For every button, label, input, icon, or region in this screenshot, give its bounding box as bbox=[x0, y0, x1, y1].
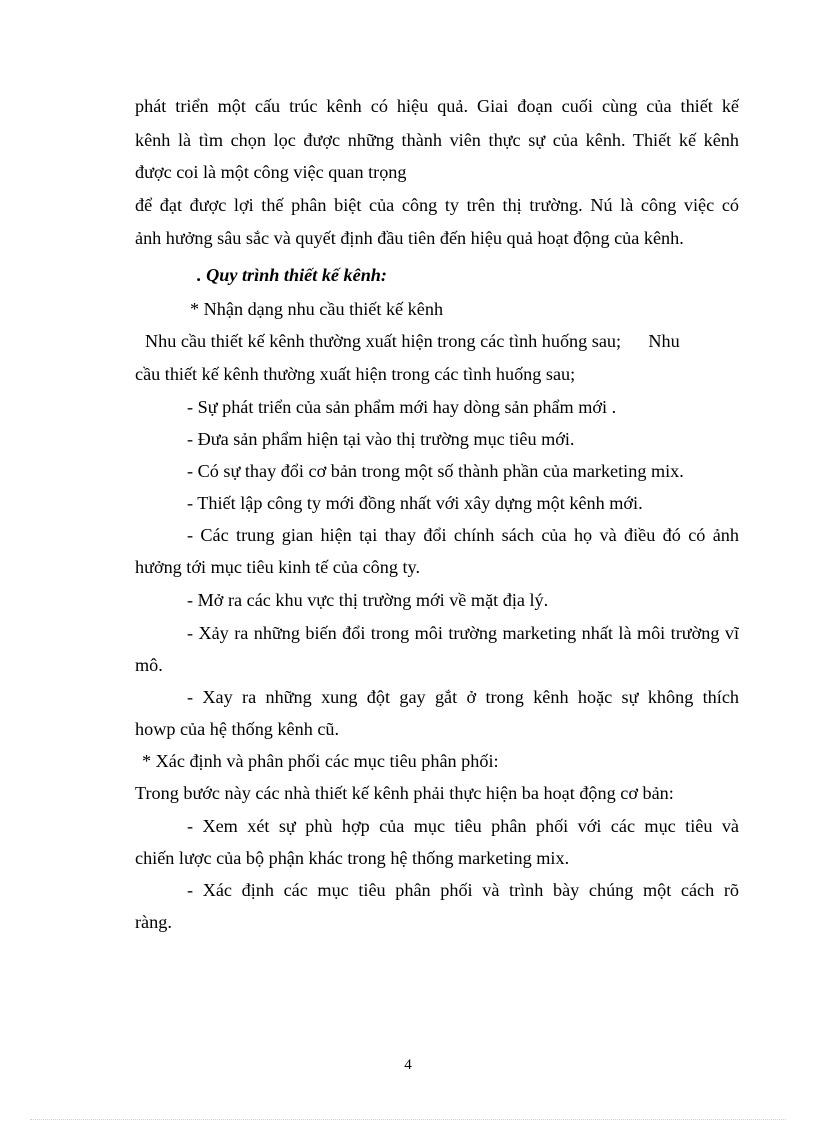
paragraph-line: hưởng tới mục tiêu kinh tế của công ty. bbox=[135, 557, 421, 577]
bullet-line: - Xay ra những xung đột gay gắt ở trong kênh hoặc sự không thích bbox=[187, 687, 739, 707]
paragraph-line: được coi là một công việc quan trọng bbox=[135, 162, 407, 182]
paragraph-line: Nhu cầu thiết kế kênh thường xuất hiện trong các tình huống sau; Nhu bbox=[145, 331, 680, 351]
bullet-line: - Xác định các mục tiêu phân phối và trình bày chúng một cách rõ bbox=[187, 880, 739, 900]
paragraph-line: ảnh hưởng sâu sắc và quyết định đầu tiên đến hiệu quả hoạt động của kênh. bbox=[135, 228, 684, 248]
paragraph-line: ràng. bbox=[135, 912, 172, 932]
bullet-line: - Xảy ra những biến đổi trong môi trường marketing nhất là môi trường vĩ bbox=[187, 623, 739, 643]
paragraph-line: phát triển một cấu trúc kênh có hiệu quả. Giai đoạn cuối cùng của thiết kế bbox=[135, 96, 739, 116]
bullet-line: - Xem xét sự phù hợp của mục tiêu phân phối với các mục tiêu và bbox=[187, 816, 739, 836]
bullet-line: - Các trung gian hiện tại thay đổi chính sách của họ và điều đó có ảnh bbox=[187, 525, 739, 545]
bullet-line: - Đưa sản phẩm hiện tại vào thị trường mục tiêu mới. bbox=[187, 429, 575, 449]
paragraph-line: howp của hệ thống kênh cũ. bbox=[135, 719, 340, 739]
section-heading: . Quy trình thiết kế kênh: bbox=[197, 265, 387, 285]
paragraph-line: để đạt được lợi thế phân biệt của công ty trên thị trường. Nú là công việc có bbox=[135, 195, 739, 215]
subheading: * Xác định và phân phối các mục tiêu phân phối: bbox=[142, 751, 499, 771]
subheading: * Nhận dạng nhu cầu thiết kế kênh bbox=[190, 299, 444, 319]
page-bottom-divider bbox=[30, 1119, 786, 1120]
paragraph-line: mô. bbox=[135, 655, 163, 675]
paragraph-line: cầu thiết kế kênh thường xuất hiện trong các tình huống sau; bbox=[135, 364, 576, 384]
bullet-line: - Mở ra các khu vực thị trường mới về mặt địa lý. bbox=[187, 590, 549, 610]
paragraph-line: Trong bước này các nhà thiết kế kênh phải thực hiện ba hoạt động cơ bản: bbox=[135, 783, 674, 803]
bullet-line: - Có sự thay đổi cơ bản trong một số thành phần của marketing mix. bbox=[187, 461, 684, 481]
bullet-line: - Thiết lập công ty mới đồng nhất với xây dựng một kênh mới. bbox=[187, 493, 643, 513]
paragraph-line: kênh là tìm chọn lọc được những thành viên thực sự của kênh. Thiết kế kênh bbox=[135, 130, 739, 150]
page-number: 4 bbox=[404, 1057, 412, 1073]
bullet-line: - Sự phát triển của sản phẩm mới hay dòng sản phẩm mới . bbox=[187, 397, 617, 417]
paragraph-line: chiến lược của bộ phận khác trong hệ thống marketing mix. bbox=[135, 848, 570, 868]
